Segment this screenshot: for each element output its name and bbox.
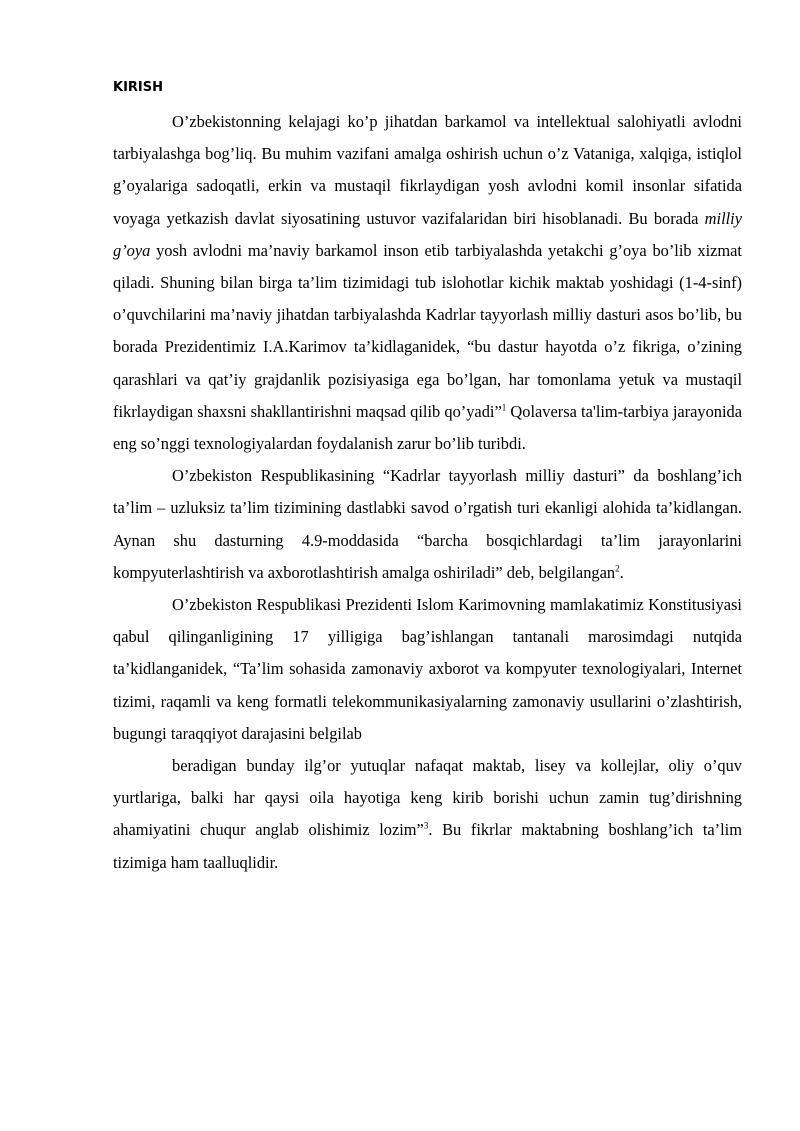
paragraph-2-text-b: . [619,562,624,582]
paragraph-1-text-a: O’zbekistonning kelajagi ko’p jihatdan barkamol va intellektual salohiyatli avlodni tarbiyalashga bog’liq. Bu muhim vazifani amalga oshirish uchun o’z Vataniga, xalqiga, istiqlol g’oyalariga sadoqatli, erkin va mustaqil fikrlaydigan yosh avlodni komil insonlar sifatida voyaga yetkazish davlat siyosatining ustuvor vazifalaridan biri hisoblanadi. Bu borada [113,112,742,228]
paragraph-3-text: O’zbekiston Respublikasi Prezidenti Islom Karimovning mamlakatimiz Konstitusiyasi qabul qilinganligining 17 yilligiga bag’ishlangan tantanali marosimdagi nutqida ta’kidlanganidek, “Ta’lim sohasida zamonaviy axborot va kompyuter texnologiyalari, Internet tizimi, raqamli va keng formatli telekommunikasiyalarning zamonaviy usullarini o’zlashtirish, bugungi taraqqiyot darajasini belgilab [113,595,742,743]
paragraph-1-text-c: Qolaversa ta'lim-tarbiya jarayonida eng so’nggi texnologiyalardan foydalanish zarur bo’lib turibdi. [113,401,743,454]
paragraph-2 [113,460,742,589]
paragraph-3 [113,589,742,750]
paragraph-4 [113,750,742,879]
paragraph-1 [113,106,742,460]
emphasis-milliy-goya: milliy g’oya [113,208,742,260]
paragraph-4-text-b: . Bu fikrlar maktabning boshlang’ich ta’lim tizimiga ham taalluqlidir. [113,820,742,872]
paragraph-2-text-a: O’zbekiston Respublikasining “Kadrlar tayyorlash milliy dasturi” da boshlang’ich ta’lim – uzluksiz ta’lim tizimining dastlabki savod o’rgatish turi ekanligi alohida ta’kidlangan. Aynan shu dasturning 4.9-moddasida “barcha bosqichlardagi ta’lim jarayonlarini kompyuterlashtirish va axborotlashtirish amalga oshiriladi” deb, belgilangan [113,466,742,582]
section-heading: KIRISH [113,80,164,95]
footnote-ref-1: 1 [501,402,507,413]
document-body [113,106,742,879]
footnote-ref-2: 2 [615,563,620,574]
paragraph-4-text-a: beradigan bunday ilg’or yutuqlar nafaqat maktab, lisey va kollejlar, oliy o’quv yurtlariga, balki har qaysi oila hayotiga keng kirib borishi uchun zamin tug’dirishning ahamiyatini chuqur anglab olishimiz lozim” [113,756,742,840]
paragraph-1-text-b: yosh avlodni ma’naviy barkamol inson etib tarbiyalashda yetakchi g’oya bo’lib xizmat qiladi. Shuning bilan birga ta’lim tizimidagi tub islohotlar kichik maktab yoshidagi (1-4-sinf) o’quvchilarini ma’naviy jihatdan tarbiyalashda Kadrlar tayyorlash milliy dasturi asos bo’lib, bu borada Prezidentimiz I.A.Karimov ta’kidlaganidek, “bu dastur hayotda o’z fikriga, o’zining qarashlari va qat’iy grajdanlik pozisiyasiga ega bo’lgan, har tomonlama yetuk va mustaqil fikrlaydigan shaxsni shakllantirishni maqsad qilib qo’yadi” [113,240,742,421]
footnote-ref-3: 3 [423,821,429,831]
